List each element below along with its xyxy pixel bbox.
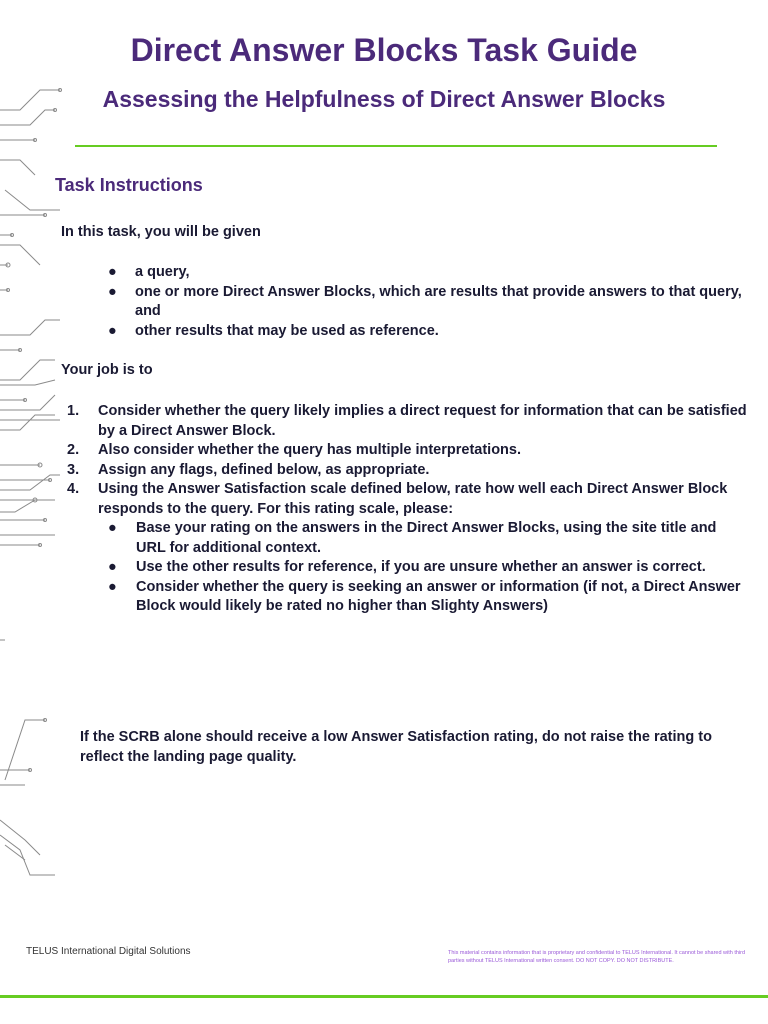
- bullet-icon: ●: [108, 520, 117, 536]
- bullet-icon: ●: [108, 264, 117, 280]
- job-text: Your job is to: [61, 362, 153, 378]
- bullet-icon: ●: [108, 322, 117, 339]
- step-item: 2. Also consider whether the query has multiple interpretations.: [67, 442, 521, 458]
- list-item: ● Use the other results for reference, if you are unsure whether an answer is correct.: [98, 558, 749, 578]
- step-item: 3. Assign any flags, defined below, as appropriate.: [67, 461, 430, 478]
- step-item: 4. Using the Answer Satisfaction scale defined below, rate how well each Direct Answer Block responds to the query. For this rating scale, please: ● Base your rating on the answers in the Direct Answer Blocks, using the site title and URL for additional context. ● Use the other results for reference, if you are unsure whether an answer is correct. ● Consider whether the query is seeking an answer or information (if not, a Direct Answer Block would likely be rated no higher than Slighty Answers): [67, 480, 749, 617]
- scrb-note: If the SCRB alone should receive a low Answer Satisfaction rating, do not raise the rating to reflect the landing page quality.: [80, 729, 712, 765]
- list-item: ● Consider whether the query is seeking an answer or information (if not, a Direct Answer Block would likely be rated no higher than Slighty Answers): [108, 578, 741, 614]
- list-item: ● other results that may be used as reference.: [108, 322, 748, 342]
- bottom-divider: [0, 995, 768, 998]
- step-item: 1. Consider whether the query likely implies a direct request for information that can be satisfied by a Direct Answer Block.: [67, 403, 747, 439]
- circuit-decoration: [0, 80, 70, 900]
- bullet-icon: ●: [108, 559, 117, 575]
- bullet-icon: ●: [108, 578, 117, 595]
- footer-company: TELUS International Digital Solutions: [26, 946, 191, 957]
- list-item: ● Base your rating on the answers in the Direct Answer Blocks, using the site title and URL for additional context.: [108, 520, 717, 556]
- bullet-icon: ●: [108, 283, 117, 300]
- footer-disclaimer: This material contains information that is proprietary and confidential to TELUS International. It cannot be shared with third parties without TELUS International written consent. DO NOT COPY. DO NOT DISTRIBUTE.: [448, 950, 746, 964]
- list-item: ● a query,: [108, 263, 748, 283]
- step-sublist: [98, 519, 749, 617]
- job-steps: [67, 402, 749, 617]
- top-divider: [75, 145, 717, 147]
- page-subtitle: Assessing the Helpfulness of Direct Answer Blocks: [102, 86, 666, 112]
- page-title: Direct Answer Blocks Task Guide: [130, 32, 638, 68]
- intro-text: In this task, you will be given: [61, 224, 261, 240]
- section-heading: Task Instructions: [55, 175, 203, 195]
- intro-list: [108, 263, 748, 341]
- list-item: ● one or more Direct Answer Blocks, which are results that provide answers to that query, and: [108, 283, 742, 319]
